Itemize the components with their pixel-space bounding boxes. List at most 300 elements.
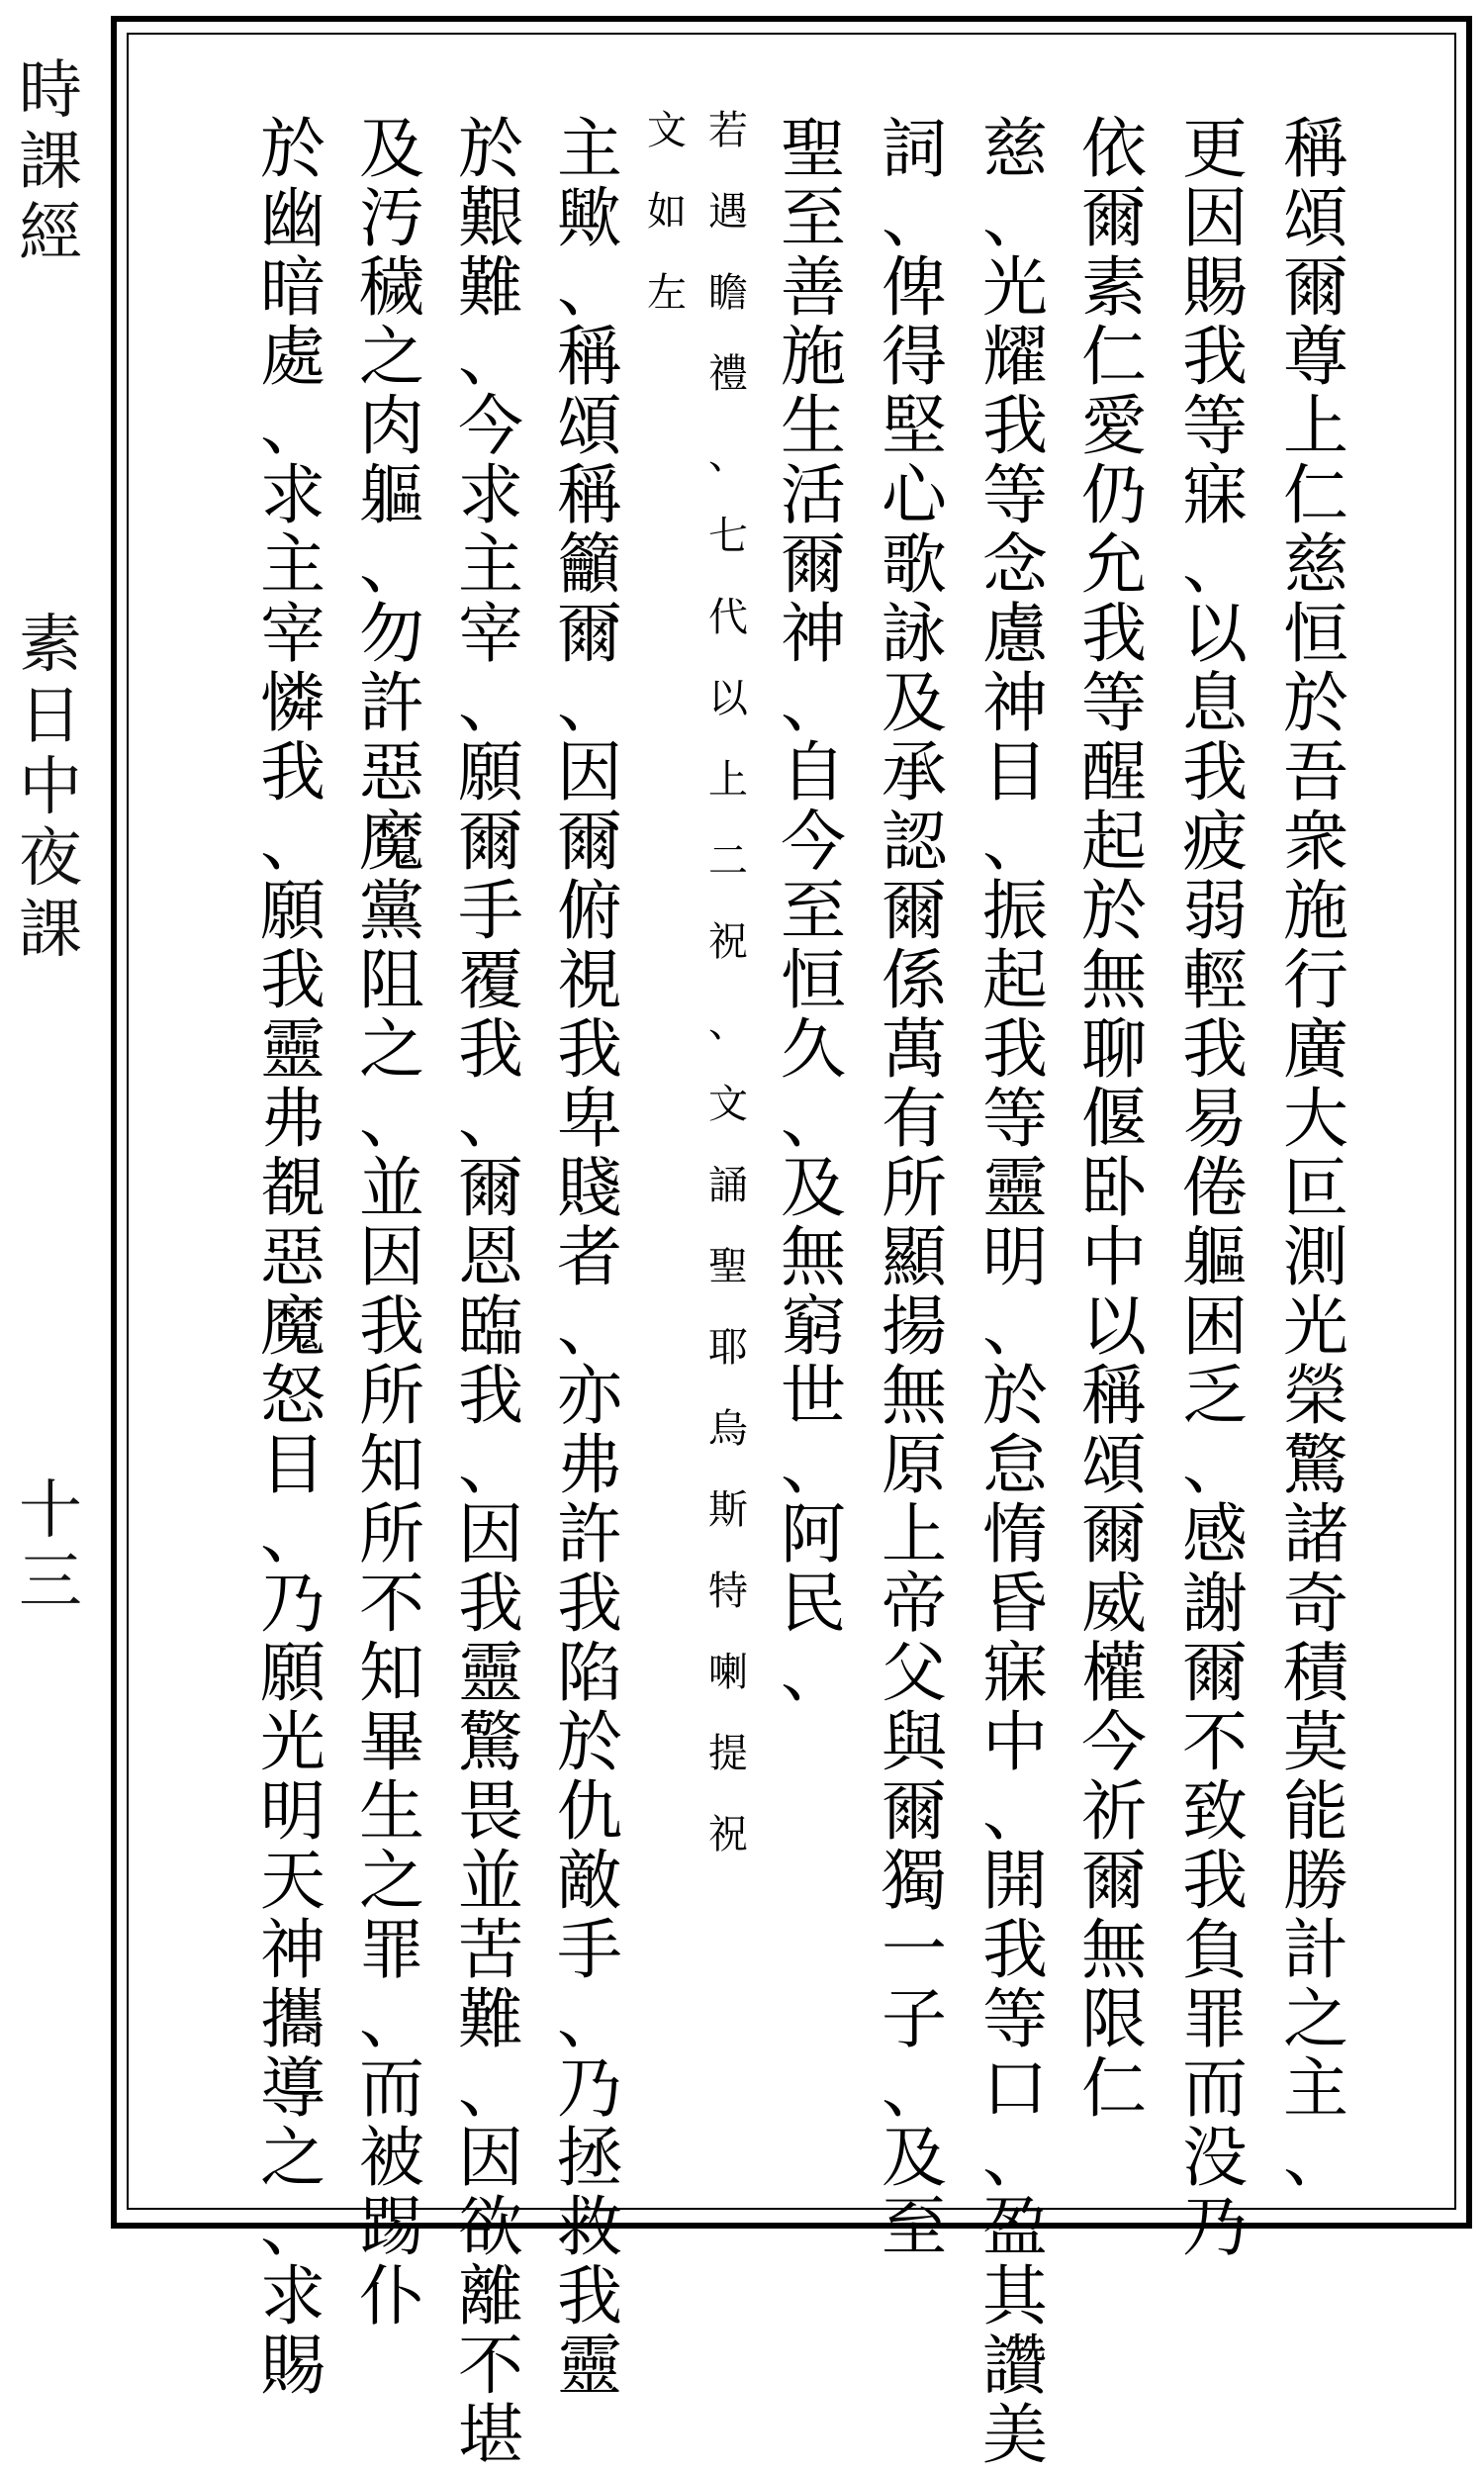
text-char: 、	[557, 1981, 622, 2057]
text-char: 畢	[359, 1704, 424, 1780]
text-char: 於	[557, 1704, 622, 1780]
text-char: 爾	[881, 1773, 947, 1850]
text-column	[443, 111, 538, 2473]
text-char: 憐	[260, 665, 325, 741]
text-char: 爾	[1081, 180, 1147, 256]
text-char: 恒	[781, 942, 846, 1018]
text-char: 驚	[1283, 1427, 1348, 1503]
text-char: 測	[1283, 1219, 1348, 1295]
text-char: 魔	[359, 804, 424, 880]
text-char: 文	[647, 108, 687, 153]
text-char: 諸	[1283, 1496, 1348, 1572]
text-char: 卑	[557, 1081, 622, 1157]
text-char: 弗	[557, 1427, 622, 1503]
text-char: 於	[458, 111, 523, 187]
text-char: 醒	[1081, 734, 1147, 810]
text-char: 處	[260, 319, 325, 395]
text-char: 爾	[781, 526, 846, 603]
text-char: 魔	[260, 1288, 325, 1365]
text-char: 視	[557, 942, 622, 1018]
text-char: 、	[458, 665, 523, 741]
text-char: 等	[982, 457, 1048, 533]
text-char: 困	[1182, 1288, 1248, 1365]
text-char: 如	[647, 189, 687, 235]
text-char: 於	[1081, 873, 1147, 949]
text-char: 生	[359, 1773, 424, 1850]
note-column	[706, 108, 750, 1896]
text-char: 素	[1081, 249, 1147, 326]
text-char: 而	[359, 2050, 424, 2127]
text-char: 至	[781, 873, 846, 949]
text-char: 、	[1182, 526, 1248, 603]
text-char: 無	[1081, 1912, 1147, 1988]
text-char: 目	[982, 734, 1048, 810]
text-char: 疲	[1182, 804, 1248, 880]
text-char: 祝	[708, 919, 748, 965]
text-char: 生	[781, 388, 846, 464]
text-char: 主	[260, 526, 325, 603]
text-char: 係	[881, 942, 947, 1018]
text-char: 施	[781, 319, 846, 395]
text-char: 稱	[557, 457, 622, 533]
text-char: 惡	[260, 1219, 325, 1295]
text-char: 、	[458, 2050, 523, 2127]
text-char: 許	[359, 665, 424, 741]
text-char: 活	[781, 457, 846, 533]
text-char: 汚	[359, 180, 424, 256]
text-char: 因	[359, 1219, 424, 1295]
text-char: 不	[1182, 1704, 1248, 1780]
text-char: 歟	[557, 180, 622, 256]
text-char: 心	[881, 457, 947, 533]
text-char: 瞻	[708, 270, 748, 316]
text-char: 斯	[708, 1487, 748, 1533]
text-char: 顯	[881, 1219, 947, 1295]
text-char: 獨	[881, 1843, 947, 1919]
text-char: 、	[982, 180, 1048, 256]
text-char: 負	[1182, 1912, 1248, 1988]
margin-char: 課	[19, 894, 82, 967]
text-char: 輕	[1182, 942, 1248, 1018]
text-column	[1167, 111, 1262, 2265]
text-char: 、	[1182, 1427, 1248, 1503]
text-char: 怒	[260, 1358, 325, 1434]
text-char: 堅	[881, 388, 947, 464]
text-char: 軀	[1182, 1219, 1248, 1295]
text-char: 衆	[1283, 804, 1348, 880]
text-char: 息	[1182, 665, 1248, 741]
text-char: 光	[982, 249, 1048, 326]
text-char: 稱	[557, 319, 622, 395]
text-char: 我	[557, 1011, 622, 1088]
text-char: 、	[881, 2050, 947, 2127]
text-char: 所	[359, 1496, 424, 1572]
text-char: 詠	[881, 596, 947, 672]
text-char: 因	[458, 2120, 523, 2196]
text-char: 得	[881, 319, 947, 395]
text-char: 積	[1283, 1635, 1348, 1711]
text-char: 恩	[458, 1219, 523, 1295]
text-char: 、	[557, 665, 622, 741]
text-char: 仇	[557, 1773, 622, 1850]
text-char: 賜	[1182, 249, 1248, 326]
text-char: 而	[1182, 2050, 1248, 2127]
text-char: 罪	[359, 1912, 424, 1988]
text-char: 倦	[1182, 1150, 1248, 1226]
text-char: 等	[1081, 665, 1147, 741]
text-char: 仁	[1081, 319, 1147, 395]
text-char: 帝	[881, 1566, 947, 1642]
text-char: 神	[982, 665, 1048, 741]
text-char: 之	[359, 1011, 424, 1088]
text-char: 乏	[1182, 1358, 1248, 1434]
text-char: 爾	[557, 804, 622, 880]
text-char: 爾	[1081, 1496, 1147, 1572]
text-char: 窮	[781, 1288, 846, 1365]
text-char: 稱	[1283, 111, 1348, 187]
text-char: 謝	[1182, 1566, 1248, 1642]
text-char: 之	[1283, 1981, 1348, 2057]
text-char: 畏	[458, 1773, 523, 1850]
text-char: 、	[982, 2120, 1048, 2196]
text-char: 仆	[359, 2258, 424, 2334]
text-char: 、	[260, 804, 325, 880]
text-char: 怠	[982, 1427, 1048, 1503]
text-char: 聖	[708, 1244, 748, 1289]
text-char: 神	[260, 1912, 325, 1988]
text-char: 覩	[260, 1150, 325, 1226]
text-char: 頌	[1283, 180, 1348, 256]
note-column	[645, 108, 689, 354]
text-char: 寐	[1182, 457, 1248, 533]
text-char: 一	[881, 1912, 947, 1988]
text-char: 聖	[781, 111, 846, 187]
text-char: 者	[557, 1219, 622, 1295]
text-char: 、	[260, 388, 325, 464]
text-char: 民	[781, 1566, 846, 1642]
text-char: 手	[557, 1912, 622, 1988]
text-char: 所	[359, 1358, 424, 1434]
text-char: 靈	[557, 2328, 622, 2404]
text-column	[968, 111, 1063, 2473]
text-char: 依	[1081, 111, 1147, 187]
text-char: 俯	[557, 873, 622, 949]
text-char: 敵	[557, 1843, 622, 1919]
text-char: 祈	[1081, 1773, 1147, 1850]
text-char: 我	[982, 1011, 1048, 1088]
text-char: 遇	[708, 189, 748, 235]
text-column	[245, 111, 340, 2404]
text-char: 慈	[982, 111, 1048, 187]
text-char: 我	[1182, 319, 1248, 395]
text-char: 幽	[260, 180, 325, 256]
text-char: 吾	[1283, 734, 1348, 810]
text-char: 無	[1081, 942, 1147, 1018]
text-char: 求	[458, 457, 523, 533]
text-char: 我	[1182, 1011, 1248, 1088]
text-char: 讚	[982, 2328, 1048, 2404]
text-char: 有	[881, 1081, 947, 1157]
text-char: 乃	[260, 1566, 325, 1642]
text-char: 感	[1182, 1496, 1248, 1572]
text-char: 起	[982, 942, 1048, 1018]
text-char: 若	[708, 108, 748, 153]
text-char: 知	[359, 1635, 424, 1711]
text-char: 我	[458, 1358, 523, 1434]
text-char: 偃	[1081, 1081, 1147, 1157]
text-char: 軀	[359, 457, 424, 533]
text-char: 宰	[458, 596, 523, 672]
text-char: 並	[458, 1843, 523, 1919]
text-char: 中	[1081, 1219, 1147, 1295]
text-char: 尊	[1283, 319, 1348, 395]
text-char: 乃	[557, 2050, 622, 2127]
text-char: 、	[557, 249, 622, 326]
text-char: 、	[982, 804, 1048, 880]
text-char: 靈	[458, 1635, 523, 1711]
text-char: 我	[982, 1912, 1048, 1988]
text-char: 禮	[708, 351, 748, 397]
text-char: 口	[982, 2050, 1048, 2127]
text-column	[542, 111, 637, 2404]
text-char: 我	[1182, 734, 1248, 810]
text-char: 能	[1283, 1773, 1348, 1850]
text-char: 慮	[982, 596, 1048, 672]
margin-char: 課	[19, 126, 82, 199]
text-char: 爾	[1081, 1843, 1147, 1919]
text-char: 俾	[881, 249, 947, 326]
text-char: 其	[982, 2258, 1048, 2334]
text-char: 於	[1283, 665, 1348, 741]
text-column	[867, 111, 962, 2265]
text-char: 致	[1182, 1773, 1248, 1850]
text-char: 肉	[359, 388, 424, 464]
text-char: 踢	[359, 2189, 424, 2265]
text-char: 文	[708, 1082, 748, 1127]
text-char: 我	[458, 1566, 523, 1642]
text-char: 盈	[982, 2189, 1048, 2265]
text-char: 無	[781, 1219, 846, 1295]
margin-char: 時	[19, 54, 82, 128]
text-char: 籲	[557, 526, 622, 603]
text-char: 等	[982, 1081, 1048, 1157]
text-char: 阻	[359, 942, 424, 1018]
text-char: 中	[982, 1704, 1048, 1780]
text-char: 我	[359, 1288, 424, 1365]
text-char: 、	[260, 1496, 325, 1572]
text-char: 威	[1081, 1566, 1147, 1642]
text-char: 乃	[1182, 2189, 1248, 2265]
text-char: 陷	[557, 1635, 622, 1711]
text-char: 不	[359, 1566, 424, 1642]
text-char: 神	[781, 596, 846, 672]
text-char: 與	[881, 1704, 947, 1780]
text-char: 宰	[260, 596, 325, 672]
text-char: 求	[260, 457, 325, 533]
text-char: 仁	[1081, 2050, 1147, 2127]
text-char: 、	[1283, 2120, 1348, 2196]
text-char: 、	[458, 319, 523, 395]
margin-char: 三	[19, 1546, 82, 1619]
text-char: 明	[982, 1219, 1048, 1295]
text-char: 欲	[458, 2189, 523, 2265]
text-char: 及	[881, 665, 947, 741]
text-char: 上	[708, 757, 748, 803]
text-char: 因	[1182, 180, 1248, 256]
text-char: 弱	[1182, 873, 1248, 949]
text-char: 、	[359, 1081, 424, 1157]
text-char: 詞	[881, 111, 947, 187]
text-char: 爾	[881, 873, 947, 949]
text-column	[1067, 111, 1161, 2127]
text-char: 烏	[708, 1406, 748, 1452]
text-char: 爾	[1283, 249, 1348, 326]
text-char: 拯	[557, 2120, 622, 2196]
text-char: 允	[1081, 526, 1147, 603]
text-char: 難	[458, 249, 523, 326]
text-char: 及	[359, 111, 424, 187]
text-char: 稱	[1081, 1358, 1147, 1434]
text-char: 、	[458, 1427, 523, 1503]
text-char: 主	[1283, 2050, 1348, 2127]
text-char: 難	[458, 1981, 523, 2057]
text-char: 萬	[881, 1011, 947, 1088]
text-char: 靈	[260, 1011, 325, 1088]
text-char: 靈	[982, 1150, 1048, 1226]
text-char: 、	[781, 1427, 846, 1503]
text-char: 仍	[1081, 457, 1147, 533]
text-char: 易	[1182, 1081, 1248, 1157]
text-char: 、	[781, 665, 846, 741]
section-title	[8, 609, 93, 970]
text-char: 賜	[260, 2328, 325, 2404]
text-char: 上	[1283, 388, 1348, 464]
text-char: 罪	[1182, 1981, 1248, 2057]
text-char: 七	[708, 514, 748, 559]
text-char: 、	[557, 1288, 622, 1365]
text-char: 我	[260, 734, 325, 810]
text-char: 久	[781, 1011, 846, 1088]
text-char: 恒	[1283, 596, 1348, 672]
text-char: 我	[982, 388, 1048, 464]
text-char: 爾	[458, 1150, 523, 1226]
text-char: 、	[982, 1773, 1048, 1850]
text-char: 願	[260, 1635, 325, 1711]
margin-char: 日	[19, 680, 82, 753]
text-char: 主	[458, 526, 523, 603]
text-char: 父	[881, 1635, 947, 1711]
text-char: 所	[881, 1150, 947, 1226]
text-char: 主	[557, 111, 622, 187]
text-char: 至	[881, 2189, 947, 2265]
text-char: 驚	[458, 1704, 523, 1780]
text-char: 卧	[1081, 1150, 1147, 1226]
text-char: 世	[781, 1358, 846, 1434]
text-char: 慈	[1283, 526, 1348, 603]
text-char: 爾	[458, 804, 523, 880]
text-char: 自	[781, 734, 846, 810]
text-column	[344, 111, 439, 2334]
text-char: 黨	[359, 873, 424, 949]
text-char: 亦	[557, 1358, 622, 1434]
margin-char: 十	[19, 1474, 82, 1548]
text-char: 於	[260, 111, 325, 187]
text-char: 覆	[458, 942, 523, 1018]
text-char: 並	[359, 1150, 424, 1226]
text-char: 寐	[982, 1635, 1048, 1711]
text-char: 認	[881, 804, 947, 880]
text-char: 以	[1182, 596, 1248, 672]
text-char: 耶	[708, 1325, 748, 1371]
text-char: 、	[458, 1081, 523, 1157]
text-char: 求	[260, 2258, 325, 2334]
text-char: 無	[881, 1358, 947, 1434]
text-char: 、	[781, 1635, 846, 1711]
text-char: 今	[781, 804, 846, 880]
text-char: 我	[557, 2258, 622, 2334]
text-char: 善	[781, 249, 846, 326]
text-char: 計	[1283, 1912, 1348, 1988]
text-char: 等	[982, 1981, 1048, 2057]
margin-char: 經	[19, 197, 82, 270]
text-char: 子	[881, 1981, 947, 2057]
text-char: 不	[458, 2328, 523, 2404]
text-char: 振	[982, 873, 1048, 949]
text-char: 、	[260, 2189, 325, 2265]
text-char: 今	[458, 388, 523, 464]
text-char: 榮	[1283, 1358, 1348, 1434]
text-char: 我	[458, 1011, 523, 1088]
text-char: 苦	[458, 1912, 523, 1988]
text-char: 、	[881, 180, 947, 256]
margin-char: 中	[19, 751, 82, 824]
text-char: 至	[781, 180, 846, 256]
text-char: 勿	[359, 596, 424, 672]
text-char: 艱	[458, 180, 523, 256]
text-char: 及	[781, 1150, 846, 1226]
text-char: 承	[881, 734, 947, 810]
text-char: 因	[557, 734, 622, 810]
text-char: 廣	[1283, 1011, 1348, 1088]
text-char: 念	[982, 526, 1048, 603]
text-char: 穢	[359, 249, 424, 326]
text-char: 明	[260, 1773, 325, 1850]
text-char: 歌	[881, 526, 947, 603]
text-char: 惡	[359, 734, 424, 810]
text-char: 阿	[781, 1496, 846, 1572]
text-char: 左	[647, 270, 687, 316]
text-char: 、	[781, 1081, 846, 1157]
text-char: 離	[458, 2258, 523, 2334]
text-char: 愛	[1081, 388, 1147, 464]
text-char: 弗	[260, 1081, 325, 1157]
text-char: 上	[881, 1496, 947, 1572]
text-char: 二	[708, 838, 748, 884]
text-char: 耀	[982, 319, 1048, 395]
text-char: 提	[708, 1731, 748, 1776]
text-char: 頌	[557, 388, 622, 464]
text-char: 莫	[1283, 1704, 1348, 1780]
text-char: 以	[708, 676, 748, 721]
text-char: 原	[881, 1427, 947, 1503]
text-char: 願	[260, 873, 325, 949]
text-char: 聊	[1081, 1011, 1147, 1088]
text-char: 天	[260, 1843, 325, 1919]
text-char: 更	[1182, 111, 1248, 187]
text-char: 我	[557, 1566, 622, 1642]
text-char: 没	[1182, 2120, 1248, 2196]
text-char: 爾	[1182, 1635, 1248, 1711]
